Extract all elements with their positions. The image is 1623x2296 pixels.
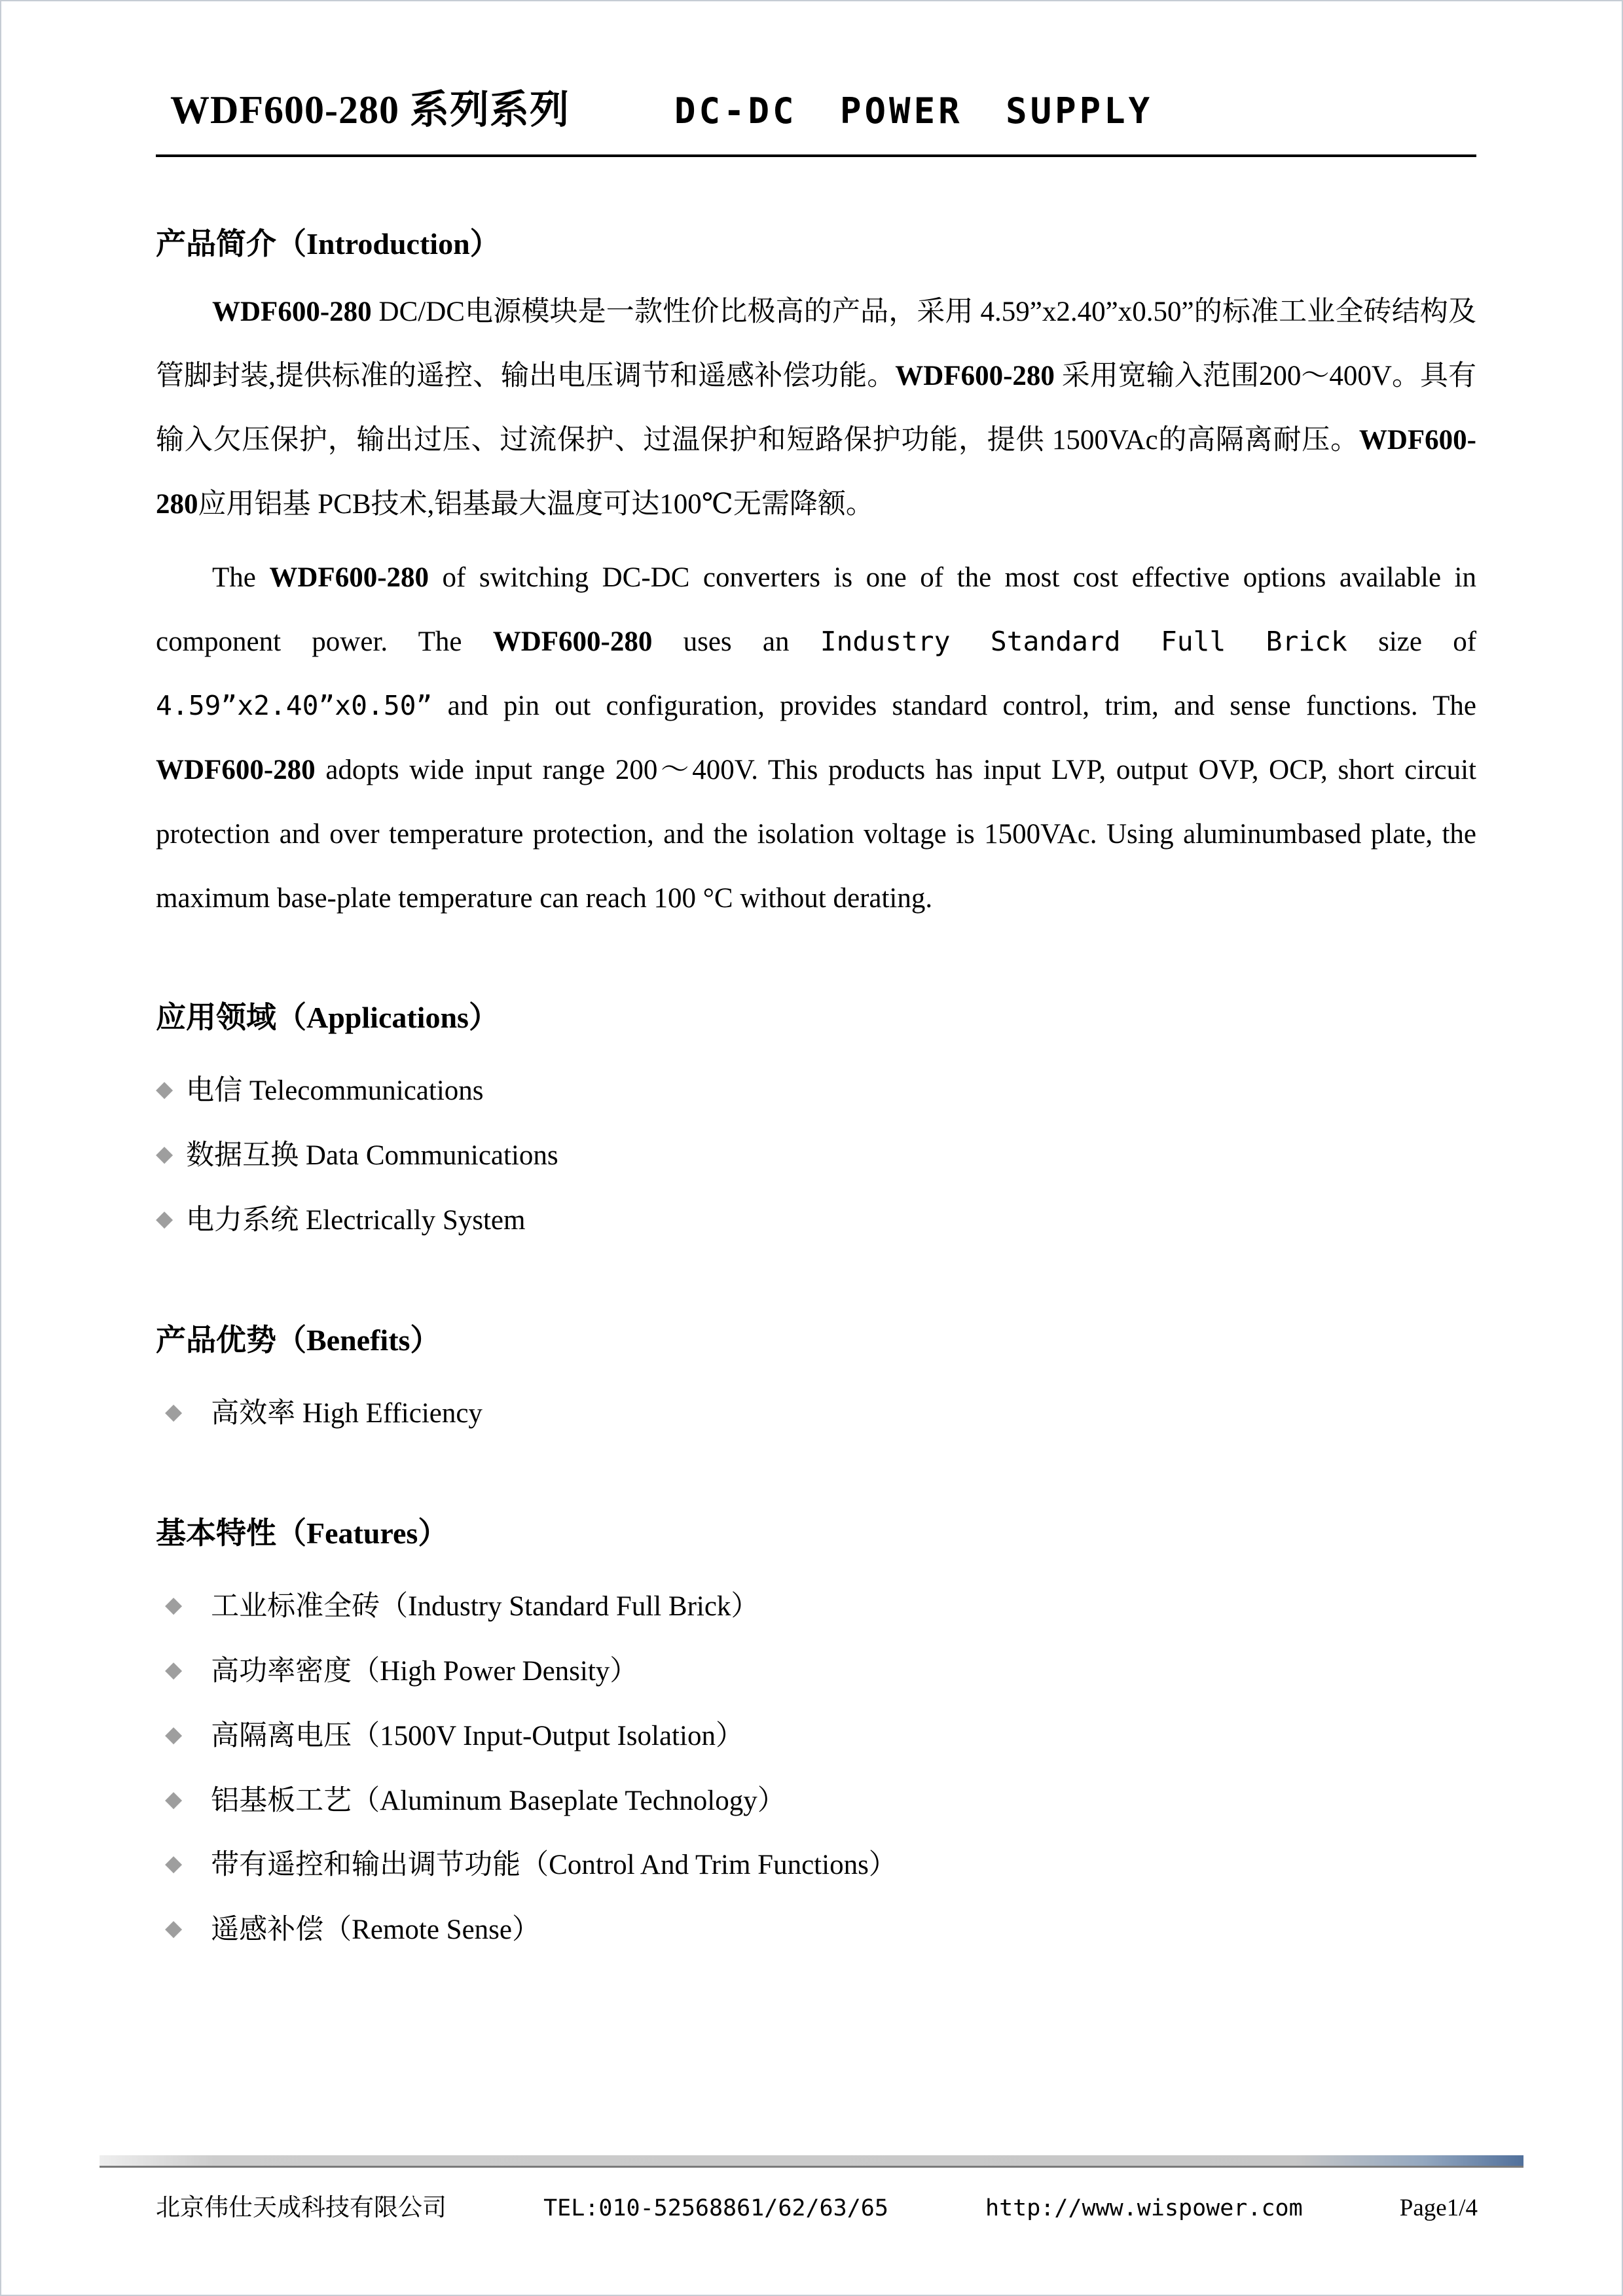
list-item-label: 高功率密度（High Power Density） xyxy=(211,1655,638,1687)
page-content xyxy=(1,1,1622,1963)
list-item-label: 遥感补偿（Remote Sense） xyxy=(211,1914,540,1946)
benefits-list xyxy=(156,1382,1476,1446)
list-item-label: 带有遥控和输出调节功能（Control And Trim Functions） xyxy=(211,1850,897,1881)
footer-text-row xyxy=(100,2187,1523,2223)
page-title: WDF600-280 系列系列 xyxy=(170,88,570,132)
footer-url: http://www.wispower.com xyxy=(985,2195,1303,2221)
introduction-heading: 产品简介（Introduction） xyxy=(156,227,500,260)
list-item xyxy=(156,1769,1476,1834)
introduction-paragraph-en: The WDF600-280 of switching DC-DC converters is one of the most cost effective options available in component power. The WDF600-280 uses an Industry Standard Full Brick size of 4.59”x2.40”x0.50” and pin out configuration, provides standard control, trim, and sense functions. The WDF600-280 adopts wide input range 200～400V. This products has input LVP, output OVP, OCP, short circuit protection and over temperature protection, and the isolation voltage is 1500VAc. Using aluminumbased plate, the maximum base-plate temperature can reach 100 °C without derating. xyxy=(156,562,1477,914)
list-item xyxy=(156,1898,1476,1963)
list-item-label: 高效率 High Efficiency xyxy=(211,1397,483,1429)
list-item xyxy=(156,1640,1476,1704)
benefits-heading: 产品优势（Benefits） xyxy=(156,1323,441,1357)
diamond-bullet-icon: ◆ xyxy=(165,1657,183,1682)
diamond-bullet-icon: ◆ xyxy=(156,1142,173,1167)
footer-page-number: Page1/4 xyxy=(1399,2195,1478,2221)
footer-company: 北京伟仕天成科技有限公司 xyxy=(156,2195,447,2221)
section-benefits xyxy=(156,1316,1476,1446)
list-item xyxy=(156,1382,1476,1446)
footer-telephone: TEL:010-52568861/62/63/65 xyxy=(543,2195,888,2221)
page-footer xyxy=(100,2155,1523,2223)
list-item xyxy=(156,1833,1476,1898)
section-applications xyxy=(156,994,1476,1253)
applications-heading: 应用领域（Applications） xyxy=(156,1001,499,1035)
list-item-label: 电力系统 Electrically System xyxy=(186,1205,526,1236)
diamond-bullet-icon: ◆ xyxy=(165,1399,183,1424)
diamond-bullet-icon: ◆ xyxy=(165,1852,183,1876)
list-item xyxy=(156,1059,1476,1124)
diamond-bullet-icon: ◆ xyxy=(165,1787,183,1812)
diamond-bullet-icon: ◆ xyxy=(165,1916,183,1941)
diamond-bullet-icon: ◆ xyxy=(165,1722,183,1747)
diamond-bullet-icon: ◆ xyxy=(165,1592,183,1617)
list-item-label: 电信 Telecommunications xyxy=(186,1075,484,1107)
list-item-label: 高隔离电压（1500V Input-Output Isolation） xyxy=(211,1720,744,1751)
applications-list xyxy=(156,1059,1476,1253)
page-header xyxy=(156,79,1476,135)
page-subtitle: DC-DC POWER SUPPLY xyxy=(674,90,1154,132)
features-heading: 基本特性（Features） xyxy=(156,1516,448,1550)
header-rule xyxy=(156,154,1476,157)
diamond-bullet-icon: ◆ xyxy=(156,1077,173,1102)
introduction-paragraph-cn: WDF600-280 DC/DC电源模块是一款性价比极高的产品，采用 4.59”x2.40”x0.50”的标准工业全砖结构及管脚封装,提供标准的遥控、输出电压调节和遥感补偿功能。WDF600-280 采用宽输入范围200～400V。具有输入欠压保护，输出过压、过流保护、过温保护和短路保护功能，提供 1500VAc的高隔离耐压。WDF600-280应用铝基 PCB技术,铝基最大温度可达100℃无需降额。 xyxy=(156,296,1476,520)
list-item xyxy=(156,1704,1476,1769)
list-item xyxy=(156,1189,1476,1253)
section-features xyxy=(156,1509,1476,1963)
list-item xyxy=(156,1124,1476,1189)
features-list xyxy=(156,1575,1476,1963)
list-item-label: 铝基板工艺（Aluminum Baseplate Technology） xyxy=(211,1785,786,1816)
section-introduction xyxy=(156,220,1476,931)
list-item-label: 工业标准全砖（Industry Standard Full Brick） xyxy=(211,1590,759,1622)
footer-divider-bar xyxy=(100,2155,1523,2168)
list-item xyxy=(156,1575,1476,1640)
diamond-bullet-icon: ◆ xyxy=(156,1207,173,1232)
list-item-label: 数据互换 Data Communications xyxy=(186,1140,558,1172)
